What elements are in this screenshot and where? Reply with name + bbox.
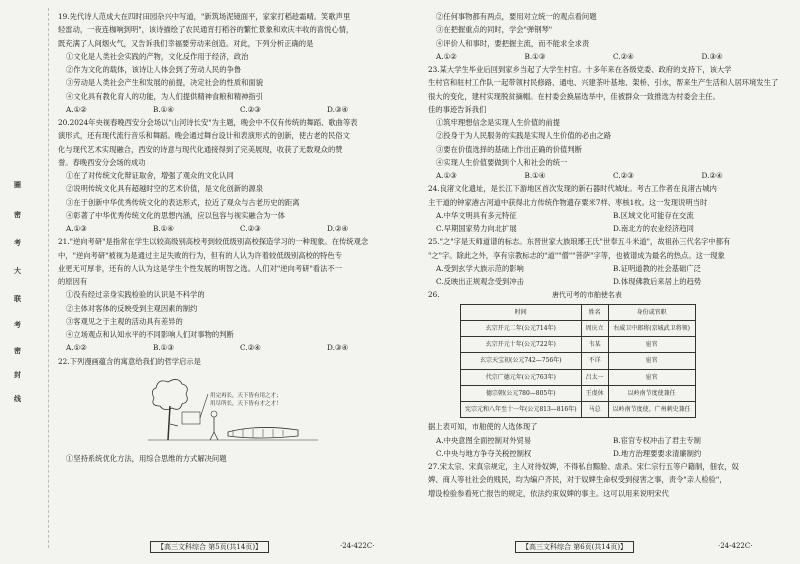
q26-text: 据上表可知，市舶使的人选体现了 (428, 422, 538, 432)
q27-text-line: 27.宋太宗、宋真宗规定，主人对待奴婢，不得私自黥脸、虐杀。宋仁宗行五等户籍制，佃农，奴 (428, 462, 739, 471)
q27-text-line: 婢、商人等社社会的贱民，均为编户齐民，对于奴婢生命权受到侵害之事，责令"亲人检验"， (428, 475, 727, 485)
q22-text: 22.下列漫画蕴含的寓意给我们的哲学启示是 (58, 356, 201, 366)
q24-choices-row2 (428, 222, 790, 235)
q19-option: ②作为文化的载体，该诗让人体会到了劳动人民的争鲁 (66, 65, 242, 74)
q24-choices-row1 (428, 209, 790, 222)
binding-char: 封 (14, 370, 21, 379)
choice-d: D.体现佛教后来居上的趋势 (613, 277, 702, 286)
cartoon-caption-line: 用完再长，天下皆有用之才； (210, 392, 282, 399)
choice-c: C.中央与地方争夺关税控制权 (436, 448, 532, 458)
choice-c: C.②④ (613, 51, 634, 61)
choice-d: D.②④ (327, 224, 348, 233)
choice-a: A.受到玄学大族示范的影响 (436, 263, 524, 273)
q24-text-line: 主干道的钟家港古河道中获得北方传统作物遗存粟米7样、枣核1枚。这一发现说明当时 (428, 197, 708, 207)
table-cell: 宦官 (608, 353, 695, 369)
q20-option: ④彰著了中华优秀传统文化的思想内涵，应以包容与视实融合为一体 (66, 210, 285, 220)
q19-text-line: 既充满了人间烟火气，又告诉我们幸福要劳动来创造。对此，下列分析正确的是 (58, 38, 314, 48)
q23-text-line: 生村官和驻村工作队一起带领村民修路、通电、兴建茶叶基地、架桥、引水，帮来生产生活和人居环境发生了 (428, 78, 779, 88)
q22-choices (428, 50, 790, 63)
page-label: 【高三文科综合 第5页(共14页)】 (150, 541, 269, 553)
choice-b: B.①④ (524, 171, 546, 180)
table-row (461, 402, 696, 418)
choice-d: D.②④ (701, 171, 723, 180)
choice-a: A.①② (66, 343, 87, 353)
binding-char: 考 (14, 238, 21, 247)
q22-option: ③在把握重点的同时，学会"弹钢琴" (436, 25, 553, 35)
footer-left (150, 542, 269, 552)
q23-option: ④实现人生价值要做到个人和社会的统一 (436, 157, 568, 167)
q21-text-line: 21."逆向考研"是指常在学生以较高级别高校考到较低级别高校探造学习的一种现象。在传统观念 (58, 237, 369, 247)
choice-d: D.③④ (327, 104, 348, 114)
table-cell: 宦官 (608, 369, 695, 385)
q27-text-line: 增设检验参看死亡报告的规定，依法约束奴婢的事主。这可以用来说明宋代 (428, 488, 669, 498)
binding-char: 考 (14, 320, 21, 329)
q26-table (460, 304, 696, 419)
q23-option: ①筑牢理想信念是实现人生价值的前提 (436, 118, 561, 127)
choice-a: A.①③ (66, 224, 87, 233)
right-column (428, 10, 790, 500)
choice-b: B.区域文化可能存在交流 (613, 210, 694, 220)
q26-choices-row2 (428, 447, 790, 460)
q26-header (428, 288, 790, 301)
q19-option: ③劳动是人类社会产生和发展的前提，决定社会的性质和面貌 (66, 78, 264, 88)
choice-a: A.中央意图全面控制对外贸易 (436, 435, 532, 445)
q20-text-line: 20.2024年央视春晚西安分会场以"山河诗长安"为主题，晚会中不仅有传统的舞蹈、歌曲等表 (58, 118, 358, 127)
table-row (461, 320, 696, 336)
choice-a: A.中华文明具有多元特征 (436, 210, 517, 220)
q25-text-line: "之"字。除此之外，享有宗教标志的"道""僧""菩萨"字等，也被谱成为最名的热点。这一现象 (428, 250, 725, 260)
choice-c: C.早期国家势力向北扩展 (436, 224, 517, 233)
page-label: 【高三文科综合 第6页(共14页)】 (515, 541, 634, 553)
cartoon-caption (210, 392, 282, 408)
q21-choices (58, 341, 414, 354)
q21-text-line: 中，"逆向考研"被视为是通过主足失败的行为，但有的人认为许着较低级别高校的特色专 (58, 250, 342, 260)
q20-choices (58, 222, 414, 235)
footer-right-code (718, 542, 752, 550)
choice-c: C.②③ (240, 104, 261, 114)
choice-a: A.①② (66, 104, 87, 114)
binding-margin (10, 180, 32, 410)
choice-d: D.南北方的农业经济趋同 (613, 224, 694, 233)
cartoon-caption-line: 用尽所长，天下皆有才之才！ (210, 400, 282, 407)
q19-choices (58, 103, 414, 116)
table-row (461, 385, 696, 401)
table-cell: 右威卫中郎将(京城武卫将领) (608, 320, 695, 336)
choice-d: D.③④ (701, 51, 723, 61)
table-cell: 以岭南节度使兼任 (608, 385, 695, 401)
table-cell: 周庆立 (581, 320, 608, 336)
q23-option: ③要在价值选择的基础上作出正确的价值判断 (436, 144, 582, 154)
cartoon-illustration (148, 374, 328, 444)
table-header-cell: 身份或官职 (608, 304, 695, 320)
q23-option: ②投身于为人民服务的实践是实现人生价值的必由之路 (436, 131, 612, 141)
binding-char: 密 (14, 210, 21, 219)
table-cell: 吕太一 (581, 369, 608, 385)
table-cell: 德宗朝(公元780—805年) (461, 385, 582, 401)
q21-text-line: 业更无可厚非，还有的人认为这是学生个性发展的明智之选。人们对"逆向考研"看法不一 (58, 263, 342, 273)
q22-option: ②任何事物都有两点，要用对立统一的观点看问题 (436, 12, 597, 21)
q20-option: ②说明传统文化具有超越时空的艺术价值，是文化创新的源泉 (66, 184, 264, 194)
q23-text-line: 佳的事迹告诉我们 (428, 104, 487, 114)
table-header-cell: 姓名 (581, 304, 608, 320)
table-header-cell: 时间 (461, 304, 582, 320)
table-cell: 代宗广德元年(公元763年) (461, 369, 582, 385)
binding-char: 密 (14, 346, 21, 355)
footer-right (515, 542, 634, 552)
q23-choices (428, 169, 790, 182)
q26-choices-row1 (428, 434, 790, 447)
binding-char: 联 (14, 294, 21, 303)
table-cell: 宪宗元和八年至十一年(公元813—816年) (461, 402, 582, 418)
q26-number: 26. (428, 290, 440, 300)
choice-c: C.②③ (613, 171, 634, 180)
choice-c: C.②④ (240, 343, 261, 353)
left-column (58, 10, 414, 465)
q22-option: ④评价人和事时，要把握主流，而不能求全求责 (436, 38, 590, 48)
q19-text-line: 轻雷动，一夜连枷响到明"，该诗描绘了农民通宵打稻谷的繁忙景象和欢庆丰收的喜悦心情， (58, 25, 354, 35)
table-cell: 韦某 (581, 337, 608, 353)
table-header-row (461, 304, 696, 320)
table-cell: 马总 (581, 402, 608, 418)
choice-b: B.宦官专权冲击了君主专制 (613, 435, 701, 445)
q25-choices-row1 (428, 262, 790, 275)
table-cell: 玄宗开元十年(公元722年) (461, 337, 582, 353)
table-cell: 玄宗开元二年(公元714年) (461, 320, 582, 336)
choice-c: C.②③ (240, 224, 261, 233)
choice-a: A.①② (436, 51, 457, 61)
footer-left-code (340, 542, 374, 550)
choice-b: B.①④ (153, 224, 174, 233)
choice-d: D.③④ (327, 343, 348, 353)
table-row (461, 337, 696, 353)
q19-option: ①文化是人类社会实践的产物，文化反作用于经济，政治 (66, 51, 249, 61)
paper-code: ·24-422C· (340, 542, 375, 550)
binding-char: 圈 (14, 180, 21, 189)
q22-option: ①坚持系统优化方法，用综合思维的方式解决问题 (66, 453, 227, 463)
q24-text-line: 24.良渚文化遗址，是长江下游地区首次发现的新石器时代城址。考古工作者在良渚古城内 (428, 184, 717, 194)
table-cell: 王虔休 (581, 385, 608, 401)
q21-option: ①没有经过亲身实践检验的认识是不科学的 (66, 290, 205, 300)
q20-text-line: 誉。春晚西安分会场的成功 (58, 157, 146, 167)
choice-b: B.①③ (524, 51, 546, 61)
q21-option: ③客观见之于主观的活动具有差异的 (66, 316, 183, 326)
q21-option: ②主体对客体的反映受到主观因素的制约 (66, 303, 198, 313)
table-row (461, 369, 696, 385)
binding-line (48, 8, 49, 548)
binding-char: 线 (14, 394, 21, 403)
q23-text-line: 23.某大学生毕业后回到家乡当起了大学生村官。十多年来在各级党委、政府的支持下，该大学 (428, 65, 732, 74)
choice-a: A.①③ (436, 171, 457, 180)
choice-b: B.①④ (153, 104, 174, 114)
choice-d: D.地方治理要要求清廉制约 (613, 448, 702, 458)
q20-option: ③在于创新中华优秀传统文化的表达形式，拉近了观众与古老历史的距离 (66, 197, 300, 207)
q20-text-line: 演形式，还有现代流行音乐和舞蹈。晚会通过舞台设计和表演形式的创新，使古老的民俗文 (58, 131, 350, 141)
q23-text-line: 很大的变化，建村实现脱贫摘帽。在村委会换届选举中，佳被群众一致推选为村委会主任。 (428, 91, 720, 101)
tree-cartoon-icon (148, 374, 328, 444)
table-cell: 不详 (581, 353, 608, 369)
table-cell: 宦官 (608, 337, 695, 353)
q25-text-line: 25."之"字是天师道谱的标志。东晋世家大族琅琊王氏"世奉五斗米道"，故祖孙三代名字中都有 (428, 237, 731, 247)
q20-option: ①在了对传统文化辩证取舍，增强了观众的文化认同 (66, 171, 234, 180)
choice-b: B.①③ (153, 343, 174, 353)
table-row (461, 353, 696, 369)
table-cell: 玄宗天宝初(公元742—756年) (461, 353, 582, 369)
paper-code: ·24-422C· (718, 542, 753, 550)
binding-char: 大 (14, 266, 21, 275)
q20-text-line: 化与现代艺术实现融合，西安的诗意与现代化通接得到了完美展现，收获了无数观众的赞 (58, 144, 343, 154)
q21-option: ④立场观点和认知水平的不同影响人们对事物的判断 (66, 330, 234, 339)
q19-option: ④文化具有教化育人的功能，为人们提供精神食粮和精神指引 (66, 91, 264, 101)
table-cell: 以岭南节度使、广州刺史兼任 (608, 402, 695, 418)
q25-choices-row2 (428, 275, 790, 288)
q19-text-line: 19.先代诗人范成大在四时田园杂兴中写道，"新筑场泥镜面平，家家打稻趁霜晴。笑歌声里 (58, 12, 351, 21)
table-title: 唐代可考的市舶使名表 (551, 291, 622, 300)
choice-c: C.反映出正规观念受到冲击 (436, 277, 524, 286)
choice-b: B.证明道教的社会基础广泛 (613, 263, 701, 273)
q21-text-line: 的原因有 (58, 277, 88, 286)
